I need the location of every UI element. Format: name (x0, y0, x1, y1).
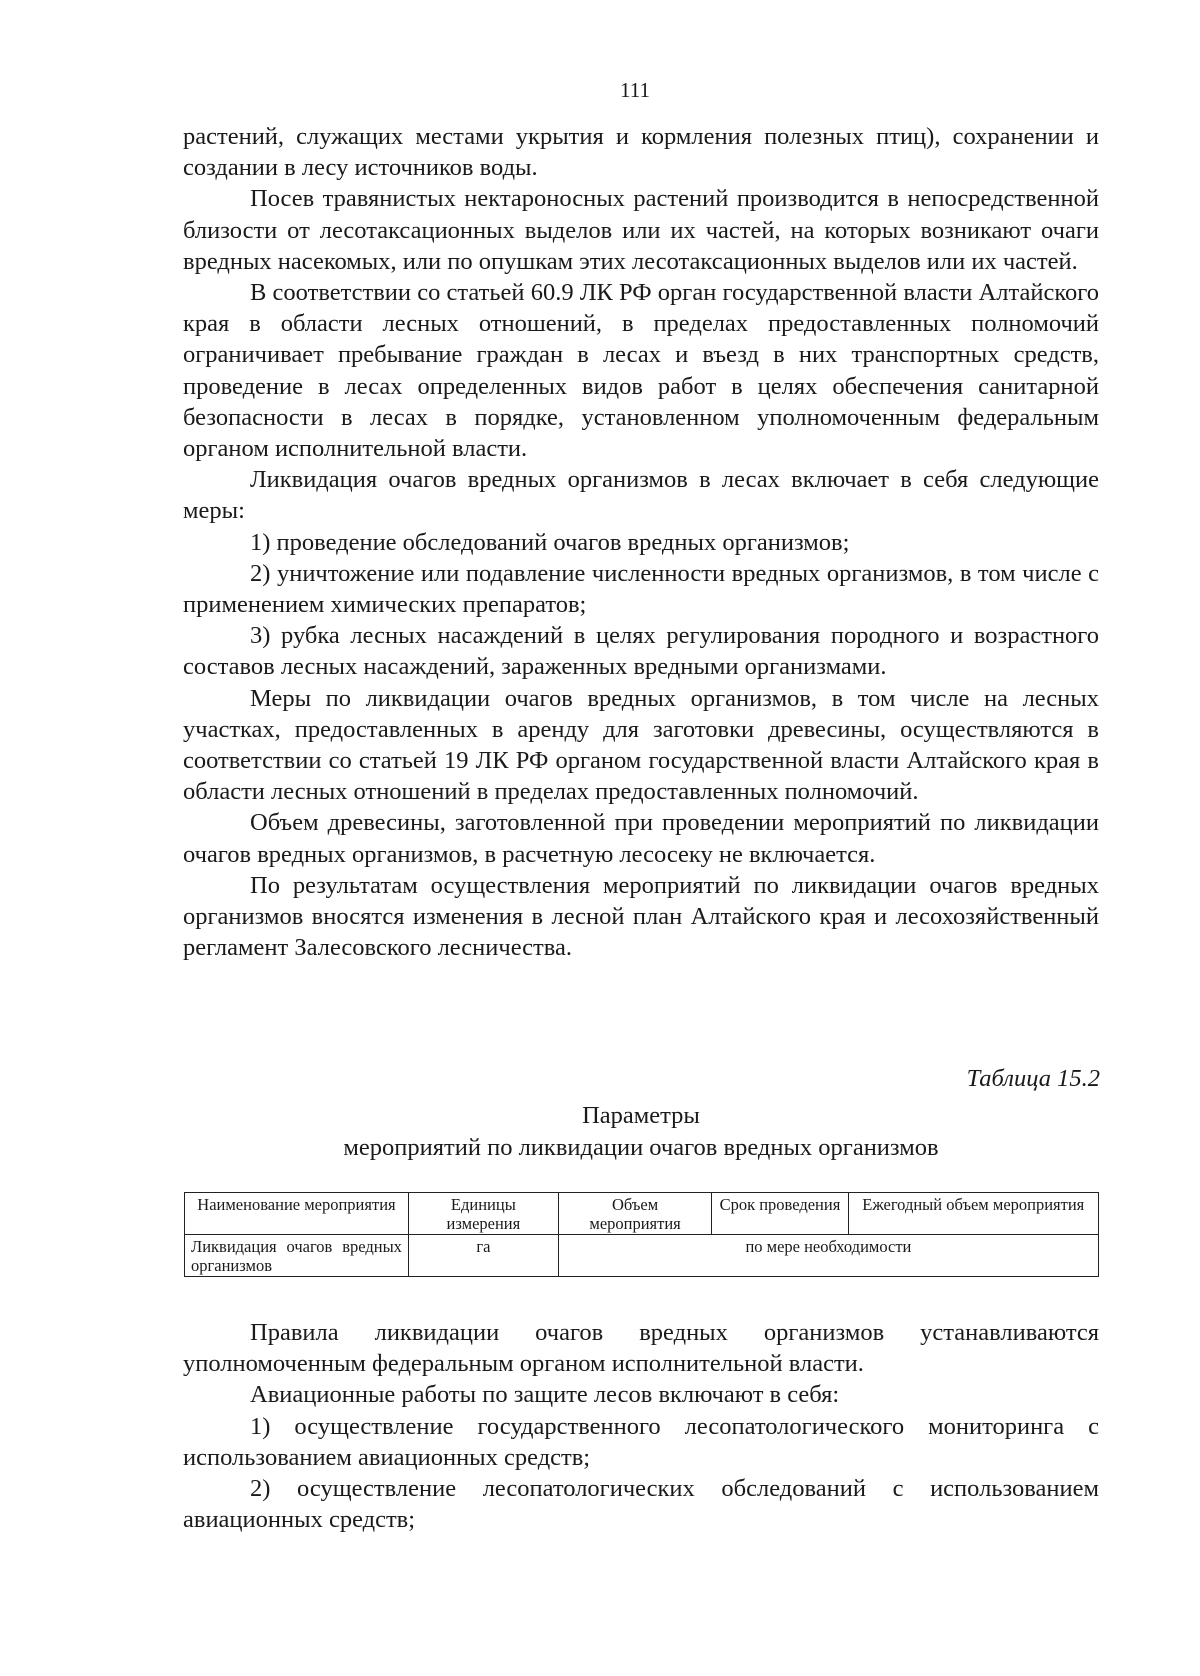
list-item: 3) рубка лесных насаждений в целях регулирования породного и возрастного составов лесных насаждений, зараженных вредными организмами. (183, 622, 1099, 681)
paragraph: растений, служащих местами укрытия и кормления полезных птиц), сохранении и создании в лесу источников воды. (183, 123, 1099, 182)
table-header-cell: Наименование мероприятия (185, 1193, 409, 1235)
page-number: 111 (620, 78, 650, 102)
paragraph: Правила ликвидации очагов вредных организмов устанавливаются уполномоченным федеральным органом исполнительной власти. (183, 1319, 1099, 1378)
list-item: 1) проведение обследований очагов вредных организмов; (250, 528, 850, 556)
table-header-cell: Срок проведения (712, 1193, 848, 1235)
table-cell-name: Ликвидация очагов вредных организмов (185, 1235, 409, 1277)
table-cell-merged: по мере необходимости (558, 1235, 1098, 1277)
table-header-cell: Ежегодный объем мероприятия (848, 1193, 1098, 1235)
paragraph: Меры по ликвидации очагов вредных организмов, в том числе на лесных участках, предоставленных в аренду для заготовки древесины, осуществляются в соответствии со статьей 19 ЛК РФ органом государственной власти Алтайского края в области лесных отношений в пределах предоставленных полномочий. (183, 684, 1099, 806)
table-header-row (185, 1193, 1099, 1235)
paragraph: По результатам осуществления мероприятий по ликвидации очагов вредных организмов вносятся изменения в лесной план Алтайского края и лесохозяйственный регламент Залесовского лесничества. (183, 871, 1099, 962)
table-title-line: Параметры (582, 1102, 700, 1129)
paragraph: В соответствии со статьей 60.9 ЛК РФ орган государственной власти Алтайского края в области лесных отношений, в пределах предоставленных полномочий ограничивает пребывание граждан в лесах и въезд в них транспортных средств, проведение в лесах определенных видов работ в целях обеспечения санитарной безопасности в лесах в порядке, установленном уполномоченным федеральным органом исполнительной власти. (183, 279, 1099, 463)
table-row (185, 1235, 1099, 1277)
table-title-line: мероприятий по ликвидации очагов вредных организмов (343, 1134, 939, 1161)
table-label: Таблица 15.2 (966, 1065, 1100, 1092)
body-text-bottom (183, 1317, 1099, 1535)
paragraph: Посев травянистых нектароносных растений производится в непосредственной близости от лесотаксационных выделов или их частей, на которых возникают очаги вредных насекомых, или по опушкам этих лесотаксационных выделов или их частей. (183, 185, 1099, 275)
parameters-table (184, 1192, 1099, 1277)
body-text-top (183, 121, 1099, 963)
list-item: 2) уничтожение или подавление численности вредных организмов, в том числе с применением химических препаратов; (183, 559, 1099, 619)
paragraph: Объем древесины, заготовленной при проведении мероприятий по ликвидации очагов вредных организмов, в расчетную лесосеку не включается. (183, 809, 1099, 868)
table-cell-unit: га (408, 1235, 558, 1277)
table-header-cell: Объем мероприятия (558, 1193, 712, 1235)
list-item: 1) осуществление государственного лесопатологического мониторинга с использованием авиационных средств; (183, 1412, 1099, 1471)
paragraph: Авиационные работы по защите лесов включают в себя: (250, 1381, 840, 1409)
table-title (183, 1100, 1099, 1164)
table-header-cell: Единицы измерения (408, 1193, 558, 1235)
paragraph: Ликвидация очагов вредных организмов в лесах включает в себя следующие меры: (183, 466, 1099, 525)
list-item: 2) осуществление лесопатологических обследований с использованием авиационных средств; (183, 1475, 1099, 1534)
